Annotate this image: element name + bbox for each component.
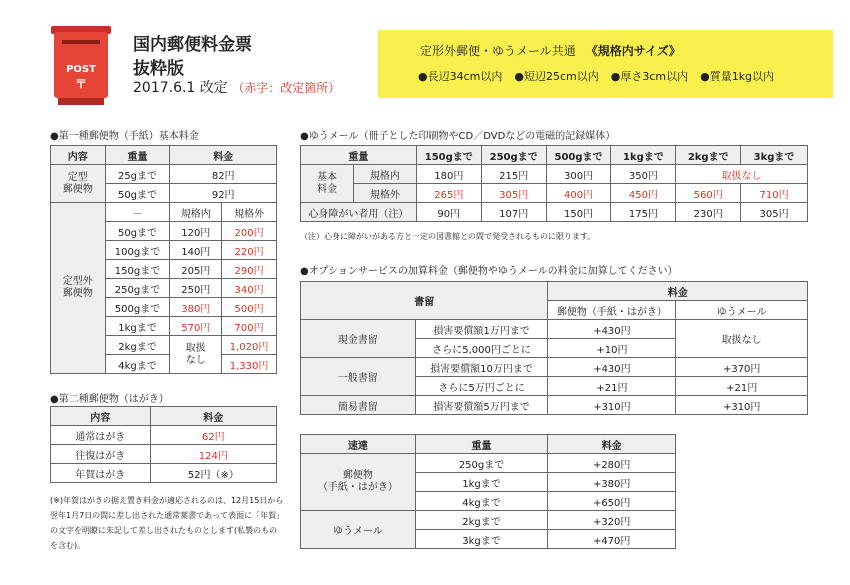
postal-mark: 〒 (74, 77, 88, 91)
kan-i-label: 簡易書留 (301, 396, 416, 415)
table-cell: +470円 (548, 530, 676, 549)
toriatsukai-nashi: 取扱 なし (170, 336, 222, 374)
header-weight: 重量 (301, 146, 417, 165)
basic-price-label: 基本 料金 (301, 165, 354, 203)
table-cell: さらに5,000円ごとに (415, 339, 548, 358)
yumail-table (300, 145, 808, 222)
title-line2: 抜粋版 (133, 59, 184, 79)
table-cell: 205円 (170, 260, 222, 279)
table-cell: 4kgまで (105, 355, 170, 374)
spec-weight: ●質量1kg以内 (700, 70, 775, 83)
first-class-title: ●第一種郵便物（手紙）基本料金 (50, 131, 199, 142)
header-sokutatsu: 速達 (301, 435, 416, 454)
table-cell: 規格外 (222, 203, 277, 222)
table-cell: 500gまで (105, 298, 170, 317)
table-cell: 52円（※） (150, 464, 276, 483)
table-cell: +430円 (548, 320, 676, 339)
size-box (378, 30, 833, 98)
table-cell: 230円 (676, 203, 741, 222)
header-content: 内容 (51, 407, 151, 426)
table-cell: +280円 (548, 454, 676, 473)
header-mail: 郵便物（手紙・はがき） (548, 301, 676, 320)
second-class-table (50, 406, 277, 483)
table-cell: 200円 (222, 222, 277, 241)
table-cell: 140円 (170, 241, 222, 260)
header-kakitome: 書留 (301, 282, 548, 320)
table-cell: 100gまで (105, 241, 170, 260)
revision-line (133, 77, 340, 97)
table-cell: さらに5万円ごとに (415, 377, 548, 396)
teikei-label: 定型 郵便物 (51, 165, 106, 203)
table-cell: 250円 (170, 279, 222, 298)
revision-date: 2017.6.1 改定 (133, 80, 228, 96)
header-col: 1kgまで (611, 146, 676, 165)
table-cell: 50gまで (105, 222, 170, 241)
header-col: 3kgまで (741, 146, 808, 165)
table-cell: 350円 (611, 165, 676, 184)
table-cell: 250gまで (415, 454, 548, 473)
table-cell: 2kgまで (415, 511, 548, 530)
express-table (300, 434, 676, 549)
in-size-label: 規格内 (353, 165, 416, 184)
spec-long-side: ●長辺34cm以内 (418, 70, 503, 83)
table-cell: 215円 (481, 165, 546, 184)
table-cell: +310円 (676, 396, 808, 415)
table-cell: 1,020円 (222, 336, 277, 355)
table-cell: 400円 (546, 184, 611, 203)
second-class-title: ●第二種郵便物（はがき） (50, 394, 169, 405)
table-cell: 1,330円 (222, 355, 277, 374)
table-cell: 175円 (611, 203, 676, 222)
table-cell: 305円 (481, 184, 546, 203)
table-cell: 150円 (546, 203, 611, 222)
nenga-note: (※)年賀はがきの据え置き料金が適応されるのは、12月15日から翌年1月7日の間に差し出された通常葉書であって表面に「年賀」の文字を明瞭に朱記して差し出されたものとします(私製のものを含む)。 (50, 496, 285, 550)
table-cell: 規格内 (170, 203, 222, 222)
postbox-label: POST (66, 64, 96, 75)
header-col: 150gまで (416, 146, 481, 165)
table-cell: 450円 (611, 184, 676, 203)
table-cell: +380円 (548, 473, 676, 492)
header-price: 料金 (548, 435, 676, 454)
table-cell: +370円 (676, 358, 808, 377)
disabled-label: 心身障がい者用（注） (301, 203, 417, 222)
table-cell: 300円 (546, 165, 611, 184)
table-cell: 2kgまで (105, 336, 170, 355)
table-cell: +10円 (548, 339, 676, 358)
table-cell: 560円 (676, 184, 741, 203)
table-cell: 62円 (150, 426, 276, 445)
size-box-bold: 《規格内サイズ》 (585, 44, 681, 58)
table-cell: +430円 (548, 358, 676, 377)
table-cell: 1kgまで (105, 317, 170, 336)
header-price: 料金 (170, 146, 277, 165)
yumail-note: （注）心身に障がいがある方と一定の図書館との間で発受されるものに限ります。 (300, 232, 596, 241)
table-cell: 570円 (170, 317, 222, 336)
table-cell: 通常はがき (51, 426, 151, 445)
table-cell: 120円 (170, 222, 222, 241)
size-box-text: 定形外郵便・ゆうメール共通 (420, 44, 576, 58)
table-cell: 250gまで (105, 279, 170, 298)
genkin-yu-none: 取扱なし (676, 320, 808, 358)
out-size-label: 規格外 (353, 184, 416, 203)
table-cell: 290円 (222, 260, 277, 279)
table-cell: 3kgまで (415, 530, 548, 549)
postbox-icon (50, 26, 112, 106)
table-cell: 50gまで (105, 184, 170, 203)
table-cell: 150gまで (105, 260, 170, 279)
table-cell: +310円 (548, 396, 676, 415)
express-mail-label: 郵便物 （手紙・はがき） (301, 454, 416, 511)
table-cell: 損害要償額10万円まで (415, 358, 548, 377)
header-price: 料金 (150, 407, 276, 426)
table-cell: － (105, 203, 170, 222)
table-cell: 往復はがき (51, 445, 151, 464)
yumail-title: ●ゆうメール（冊子とした印刷物やCD／DVDなどの電磁的記録媒体） (300, 131, 616, 142)
table-cell: 損害要償額1万円まで (415, 320, 548, 339)
table-cell: +21円 (676, 377, 808, 396)
table-cell: +650円 (548, 492, 676, 511)
size-specs (418, 68, 786, 84)
header-col: 250gまで (481, 146, 546, 165)
table-cell: 年賀はがき (51, 464, 151, 483)
table-cell: 710円 (741, 184, 808, 203)
header-weight: 重量 (415, 435, 548, 454)
table-cell: +21円 (548, 377, 676, 396)
table-cell: 25gまで (105, 165, 170, 184)
table-cell: 82円 (170, 165, 277, 184)
table-cell: 220円 (222, 241, 277, 260)
title-line1: 国内郵便料金票 (133, 35, 252, 55)
in-size-none: 取扱なし (676, 165, 808, 184)
express-yu-label: ゆうメール (301, 511, 416, 549)
table-cell: 380円 (170, 298, 222, 317)
table-cell: 500円 (222, 298, 277, 317)
table-cell: 107円 (481, 203, 546, 222)
header-yumail: ゆうメール (676, 301, 808, 320)
table-cell: 損害要償額5万円まで (415, 396, 548, 415)
ippan-label: 一般書留 (301, 358, 416, 396)
options-table (300, 281, 808, 415)
table-cell: 265円 (416, 184, 481, 203)
table-cell: 180円 (416, 165, 481, 184)
header-col: 500gまで (546, 146, 611, 165)
first-class-table (50, 145, 277, 374)
table-cell: 92円 (170, 184, 277, 203)
header-price: 料金 (548, 282, 808, 301)
teikeigai-label: 定型外 郵便物 (51, 203, 106, 374)
table-cell: 340円 (222, 279, 277, 298)
revision-note: （赤字：改定箇所） (232, 81, 341, 95)
table-cell: 305円 (741, 203, 808, 222)
table-cell: +320円 (548, 511, 676, 530)
table-cell: 124円 (150, 445, 276, 464)
table-cell: 1kgまで (415, 473, 548, 492)
table-cell: 90円 (416, 203, 481, 222)
header-content: 内容 (51, 146, 106, 165)
table-cell: 4kgまで (415, 492, 548, 511)
size-box-heading (420, 42, 681, 59)
options-title: ●オプションサービスの加算料金（郵便物やゆうメールの料金に加算してください） (300, 266, 678, 277)
table-cell: 700円 (222, 317, 277, 336)
genkin-label: 現金書留 (301, 320, 416, 358)
spec-short-side: ●短辺25cm以内 (514, 70, 599, 83)
header-weight: 重量 (105, 146, 170, 165)
spec-thickness: ●厚さ3cm以内 (610, 70, 689, 83)
header-col: 2kgまで (676, 146, 741, 165)
